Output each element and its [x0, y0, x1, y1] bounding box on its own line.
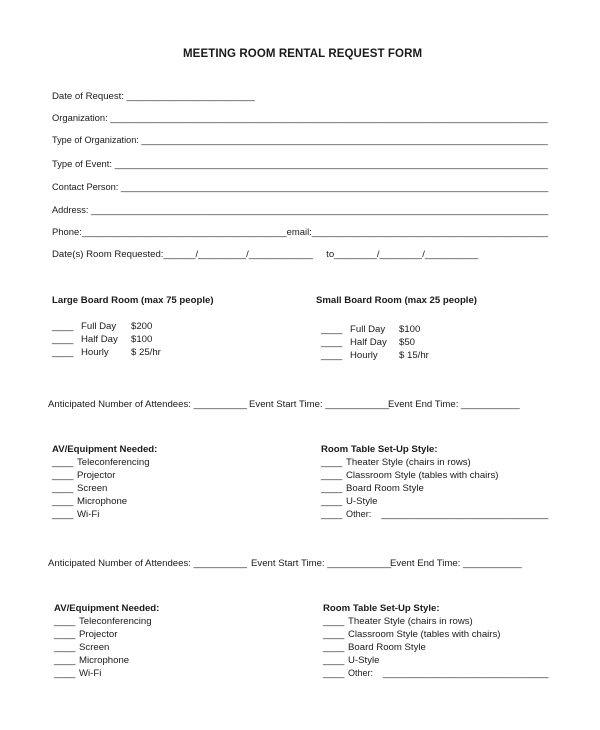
small-room-hourly-label: Hourly: [350, 350, 378, 361]
address-field[interactable]: Address: _________________________________________________________________________________________: [52, 205, 549, 216]
small-room-full-day-label: Full Day: [350, 324, 386, 335]
event-start-time-field[interactable]: Event Start Time: ____________: [249, 399, 390, 410]
setup-theater-label-2: Theater Style (chairs in rows): [348, 616, 473, 627]
setup-classroom-blank[interactable]: ____: [321, 470, 343, 481]
phone-email-field[interactable]: Phone:_______________________________________email:_____________________________________________: [52, 227, 549, 238]
av-microphone-label-2: Microphone: [79, 655, 130, 666]
av-screen-label-2: Screen: [79, 642, 110, 653]
av-screen-blank-2[interactable]: ____: [54, 642, 76, 653]
small-room-hourly-blank[interactable]: ____: [321, 350, 343, 361]
av-equipment-heading-2: AV/Equipment Needed:: [54, 603, 160, 614]
large-room-full-day-label: Full Day: [81, 321, 117, 332]
av-wifi-blank[interactable]: ____: [52, 509, 74, 520]
organization-field[interactable]: Organization: ____________________________________________________________________________________: [52, 113, 548, 124]
av-microphone-blank[interactable]: ____: [52, 496, 74, 507]
setup-ustyle-label-2: U-Style: [348, 655, 380, 666]
dates-requested-field[interactable]: Date(s) Room Requested:______/_________/____________ to________/________/__________: [52, 249, 479, 260]
av-teleconferencing-label: Teleconferencing: [77, 457, 150, 468]
av-projector-label: Projector: [77, 470, 116, 481]
setup-other-blank[interactable]: ____: [321, 509, 343, 520]
large-room-half-day-blank[interactable]: ____: [52, 334, 74, 345]
av-microphone-label: Microphone: [77, 496, 128, 507]
setup-classroom-label: Classroom Style (tables with chairs): [346, 470, 499, 481]
small-room-half-day-label: Half Day: [350, 337, 387, 348]
av-wifi-label: Wi-Fi: [77, 509, 100, 520]
setup-boardroom-blank-2[interactable]: ____: [323, 642, 345, 653]
event-start-time-field-2[interactable]: Event Start Time: ____________: [251, 558, 392, 569]
large-room-hourly-price: $ 25/hr: [131, 347, 161, 358]
date-of-request-field[interactable]: Date of Request: ________________________: [52, 91, 255, 102]
setup-ustyle-label: U-Style: [346, 496, 378, 507]
setup-boardroom-label-2: Board Room Style: [348, 642, 426, 653]
setup-theater-blank[interactable]: ____: [321, 457, 343, 468]
av-screen-label: Screen: [77, 483, 108, 494]
type-of-organization-field[interactable]: Type of Organization: ________________________________________________________________________________: [52, 135, 548, 146]
form-title: MEETING ROOM RENTAL REQUEST FORM: [183, 48, 423, 60]
av-teleconferencing-label-2: Teleconferencing: [79, 616, 152, 627]
setup-classroom-label-2: Classroom Style (tables with chairs): [348, 629, 501, 640]
small-room-hourly-price: $ 15/hr: [399, 350, 429, 361]
av-equipment-heading: AV/Equipment Needed:: [52, 444, 158, 455]
small-room-full-day-price: $100: [399, 324, 421, 335]
large-room-hourly-blank[interactable]: ____: [52, 347, 74, 358]
small-room-heading: Small Board Room (max 25 people): [316, 295, 477, 306]
setup-boardroom-blank[interactable]: ____: [321, 483, 343, 494]
av-projector-blank[interactable]: ____: [52, 470, 74, 481]
event-end-time-field[interactable]: Event End Time: ___________: [388, 399, 520, 410]
large-room-hourly-label: Hourly: [81, 347, 109, 358]
large-room-half-day-label: Half Day: [81, 334, 118, 345]
contact-person-field[interactable]: Contact Person: ___________________________________________________________________________________: [52, 182, 549, 193]
setup-style-heading: Room Table Set-Up Style:: [321, 444, 438, 455]
setup-theater-label: Theater Style (chairs in rows): [346, 457, 471, 468]
av-projector-blank-2[interactable]: ____: [54, 629, 76, 640]
setup-other-blank-2[interactable]: ____: [323, 668, 345, 679]
setup-other-field-2[interactable]: Other: _________________________________: [348, 668, 549, 679]
large-room-half-day-price: $100: [131, 334, 153, 345]
av-teleconferencing-blank[interactable]: ____: [52, 457, 74, 468]
av-wifi-blank-2[interactable]: ____: [54, 668, 76, 679]
small-room-full-day-blank[interactable]: ____: [321, 324, 343, 335]
av-microphone-blank-2[interactable]: ____: [54, 655, 76, 666]
setup-classroom-blank-2[interactable]: ____: [323, 629, 345, 640]
setup-ustyle-blank[interactable]: ____: [321, 496, 343, 507]
attendees-field-2[interactable]: Anticipated Number of Attendees: __________: [48, 558, 247, 569]
large-room-full-day-blank[interactable]: ____: [52, 321, 74, 332]
setup-other-field[interactable]: Other: _________________________________: [346, 509, 549, 520]
large-room-full-day-price: $200: [131, 321, 153, 332]
av-projector-label-2: Projector: [79, 629, 118, 640]
setup-ustyle-blank-2[interactable]: ____: [323, 655, 345, 666]
setup-boardroom-label: Board Room Style: [346, 483, 424, 494]
setup-style-heading-2: Room Table Set-Up Style:: [323, 603, 440, 614]
av-wifi-label-2: Wi-Fi: [79, 668, 102, 679]
large-room-heading: Large Board Room (max 75 people): [52, 295, 214, 306]
av-screen-blank[interactable]: ____: [52, 483, 74, 494]
small-room-half-day-blank[interactable]: ____: [321, 337, 343, 348]
type-of-event-field[interactable]: Type of Event: ___________________________________________________________________________________: [52, 159, 548, 170]
event-end-time-field-2[interactable]: Event End Time: ___________: [390, 558, 522, 569]
setup-theater-blank-2[interactable]: ____: [323, 616, 345, 627]
small-room-half-day-price: $50: [399, 337, 416, 348]
attendees-field[interactable]: Anticipated Number of Attendees: __________: [48, 399, 247, 410]
av-teleconferencing-blank-2[interactable]: ____: [54, 616, 76, 627]
